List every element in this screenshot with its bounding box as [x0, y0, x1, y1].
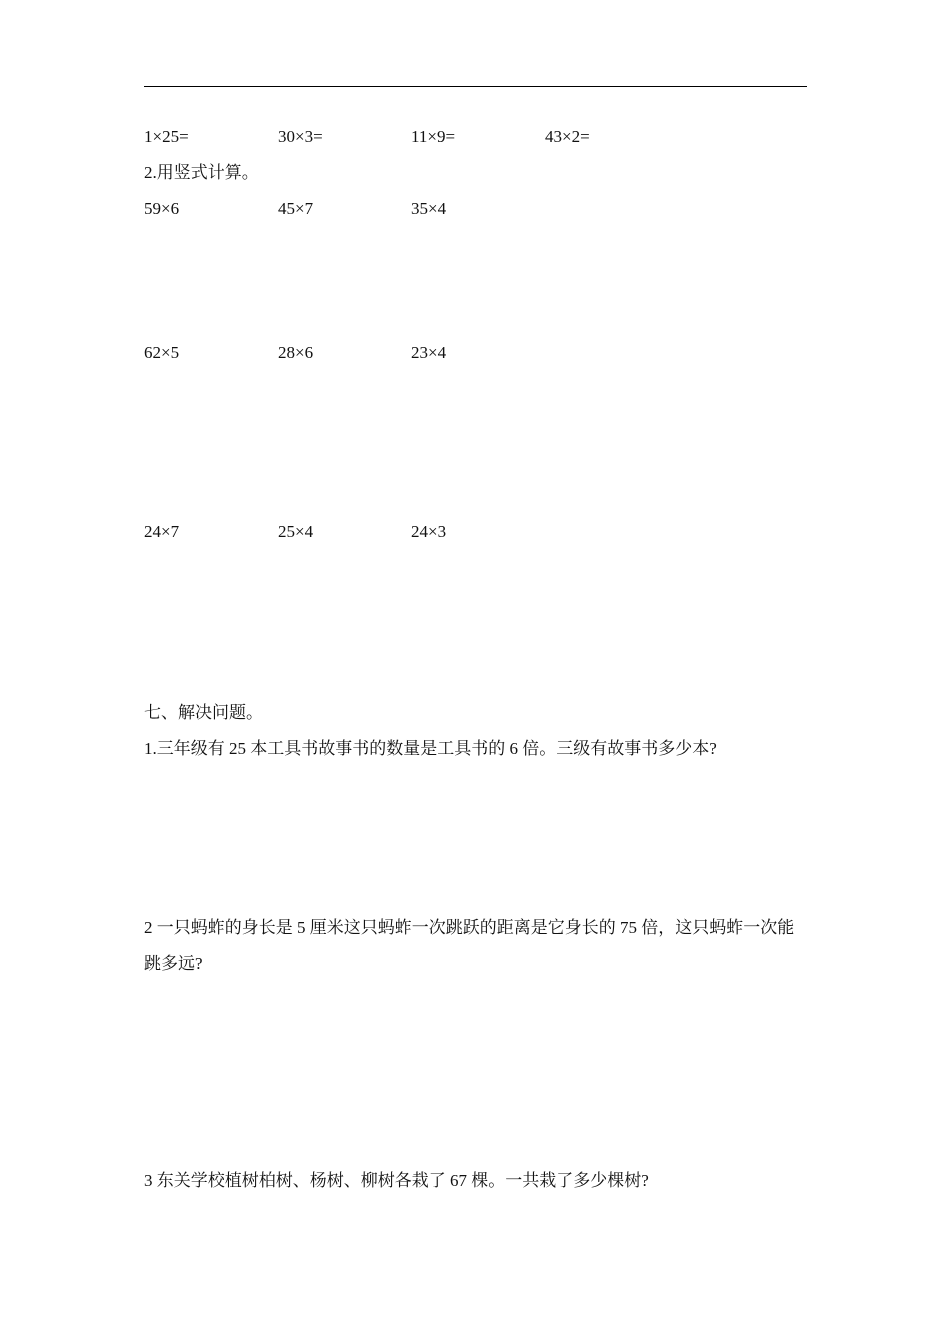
oral-calc-item: 1×25=: [144, 127, 189, 146]
vertical-calc-item: 28×6: [278, 343, 314, 362]
vertical-calc-title: 2.用竖式计算。: [144, 163, 259, 182]
vertical-calc-item: 24×7: [144, 522, 180, 541]
vertical-calc-item: 59×6: [144, 199, 180, 218]
oral-calc-item: 43×2=: [545, 127, 590, 146]
vertical-calc-item: 35×4: [411, 199, 447, 218]
oral-calc-item: 11×9=: [411, 127, 456, 146]
word-problem-1: 1.三年级有 25 本工具书故事书的数量是工具书的 6 倍。三级有故事书多少本?: [144, 739, 717, 758]
word-problem-3: 3 东关学校植树柏树、杨树、柳树各栽了 67 棵。一共栽了多少棵树?: [144, 1171, 649, 1190]
vertical-calc-item: 23×4: [411, 343, 447, 362]
vertical-calc-item: 62×5: [144, 343, 180, 362]
header-rule: [144, 86, 807, 87]
vertical-calc-item: 45×7: [278, 199, 314, 218]
vertical-calc-item: 24×3: [411, 522, 447, 541]
vertical-calc-item: 25×4: [278, 522, 314, 541]
word-problem-2: 2 一只蚂蚱的身长是 5 厘米这只蚂蚱一次跳跃的距离是它身长的 75 倍，这只蚂蚱一次能跳多远?: [144, 918, 795, 973]
word-problems-title: 七、解决问题。: [144, 703, 263, 722]
oral-calc-item: 30×3=: [278, 127, 323, 146]
